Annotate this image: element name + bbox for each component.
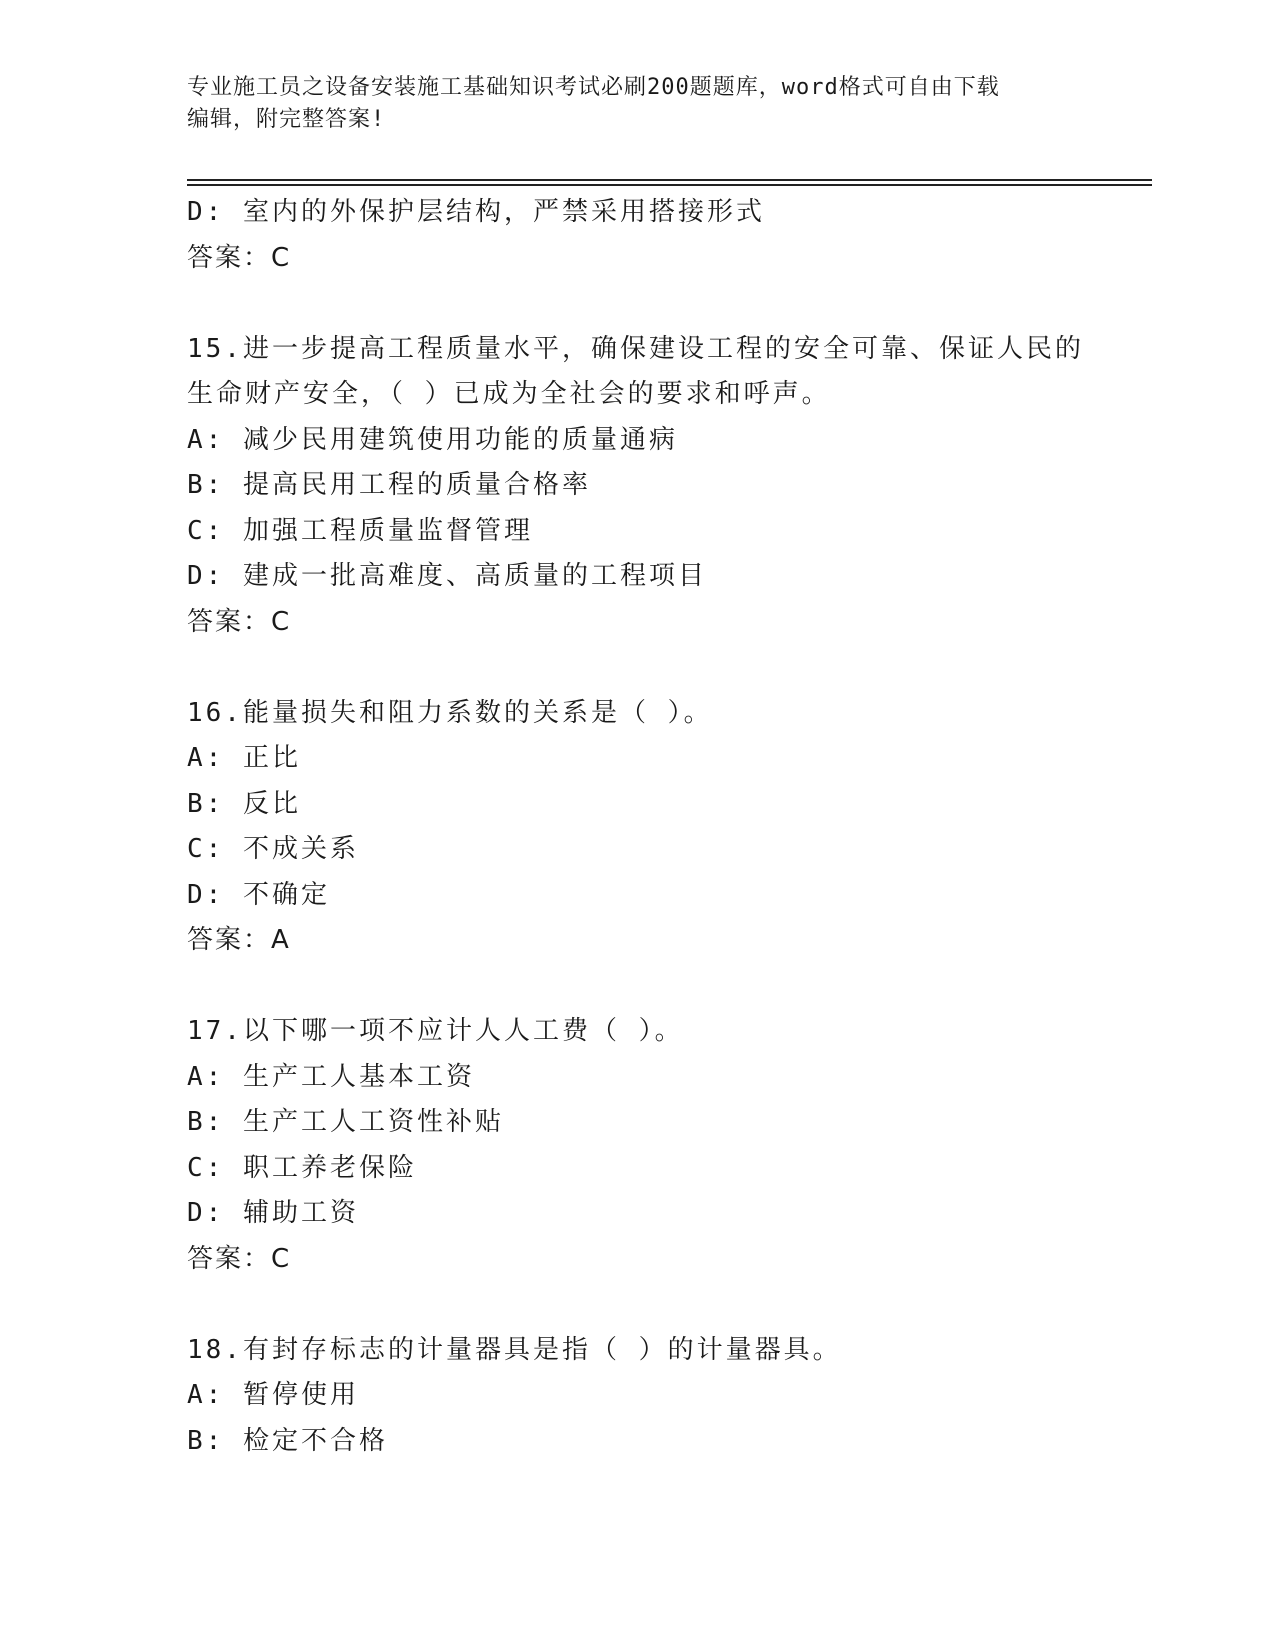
answer: 答案：C <box>187 1243 292 1274</box>
option-a: A: 正比 <box>187 743 301 773</box>
spacer <box>187 964 1087 1010</box>
question-15 <box>187 327 1087 646</box>
option-a: A: 减少民用建筑使用功能的质量通病 <box>187 424 678 455</box>
question-stem: 生命财产安全，（ ）已成为全社会的要求和呼声。 <box>187 379 831 409</box>
answer: 答案：C <box>187 606 292 637</box>
option-a: A: 暂停使用 <box>187 1380 359 1410</box>
option-b: B: 提高民用工程的质量合格率 <box>187 470 591 500</box>
document-header <box>187 72 1067 136</box>
option-c: C: 职工养老保险 <box>187 1152 417 1183</box>
spacer <box>187 1282 1087 1328</box>
option-a: A: 生产工人基本工资 <box>187 1061 475 1092</box>
option-b: B: 生产工人工资性补贴 <box>187 1107 504 1137</box>
header-title-line-1: 专业施工员之设备安装施工基础知识考试必刷200题题库，word格式可自由下载 <box>187 75 1000 100</box>
question-16 <box>187 691 1087 964</box>
option-c: C: 加强工程质量监督管理 <box>187 515 533 546</box>
header-divider-top <box>187 179 1152 181</box>
spacer <box>187 281 1087 327</box>
question-stem: 17.以下哪一项不应计人人工费（ ）。 <box>187 1016 684 1046</box>
option-b: B: 检定不合格 <box>187 1425 388 1456</box>
option-d: D: 辅助工资 <box>187 1198 359 1228</box>
header-divider-bottom <box>187 184 1152 186</box>
question-stem: 16.能量损失和阻力系数的关系是（ ）。 <box>187 697 713 728</box>
question-18 <box>187 1328 1087 1465</box>
question-stem: 15.进一步提高工程质量水平，确保建设工程的安全可靠、保证人民的 <box>187 333 1084 364</box>
answer: 答案：A <box>187 925 291 955</box>
header-title-line-2: 编辑，附完整答案! <box>187 107 386 132</box>
option-b: B: 反比 <box>187 788 301 819</box>
option-d: D: 室内的外保护层结构，严禁采用搭接形式 <box>187 197 765 227</box>
option-d: D: 建成一批高难度、高质量的工程项目 <box>187 561 707 591</box>
question-list <box>187 190 1087 1464</box>
answer: 答案：C <box>187 242 292 273</box>
question-14-tail <box>187 190 1087 281</box>
option-d: D: 不确定 <box>187 879 330 910</box>
option-c: C: 不成关系 <box>187 834 359 864</box>
question-stem: 18.有封存标志的计量器具是指（ ）的计量器具。 <box>187 1334 842 1365</box>
question-17 <box>187 1009 1087 1282</box>
spacer <box>187 645 1087 691</box>
